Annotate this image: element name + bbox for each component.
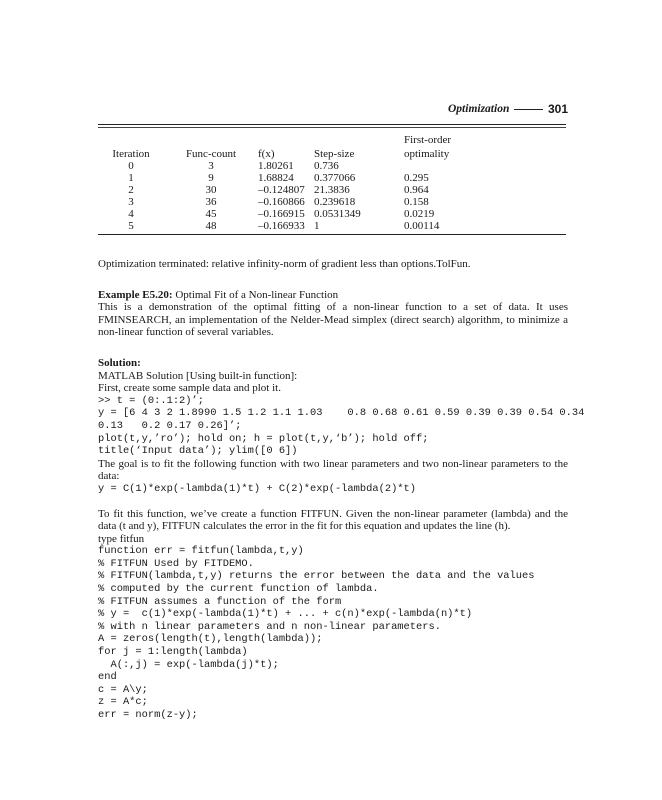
table-row xyxy=(98,196,566,208)
page-number: 301 xyxy=(547,102,568,116)
example-label: Example E5.20: xyxy=(98,288,173,301)
col-header-optimality: optimality xyxy=(404,148,450,160)
table-row xyxy=(98,220,566,232)
cell-iteration: 0 xyxy=(128,160,134,172)
running-header xyxy=(448,102,568,116)
table-row xyxy=(98,208,566,220)
type-fitfun-line: type fitfun xyxy=(98,532,145,545)
cell-optimality xyxy=(404,160,566,172)
cell-fx: 1.80261 xyxy=(258,160,294,172)
cell-iteration: 4 xyxy=(128,208,134,220)
code-block-data xyxy=(98,394,585,458)
code-line: for j = 1:length(lambda) xyxy=(98,646,248,659)
cell-step-size: 0.377066 xyxy=(314,172,356,184)
header-section-title: Optimization xyxy=(448,103,510,115)
code-line: title(‘Input data’); ylim([0 6]) xyxy=(98,445,298,458)
cell-iteration: 1 xyxy=(128,172,134,184)
cell-func-count: 30 xyxy=(205,184,217,196)
cell-fx: –0.166933 xyxy=(258,220,305,232)
cell-fx: –0.166915 xyxy=(258,208,305,220)
code-line: >> t = (0:.1:2)’; xyxy=(98,394,205,407)
cell-iteration: 3 xyxy=(128,196,134,208)
code-line: % computed by the current function of lambda. xyxy=(98,583,379,596)
code-line: y = [6 4 3 2 1.8990 1.5 1.2 1.1 1.03 0.8 0.68 0.61 0.59 0.39 0.39 0.54 0.34 xyxy=(98,407,585,420)
col-header-iteration: Iteration xyxy=(112,148,150,160)
col-header-func-count: Func-count xyxy=(185,148,237,160)
table-row xyxy=(98,172,566,184)
cell-step-size: 21.3836 xyxy=(314,184,350,196)
cell-func-count: 45 xyxy=(205,208,217,220)
code-line: % FITFUN assumes a function of the form xyxy=(98,595,342,608)
table-body xyxy=(98,160,566,232)
cell-fx: –0.124807 xyxy=(258,184,305,196)
page-body xyxy=(98,258,585,722)
code-line: 0.13 0.2 0.17 0.26]’; xyxy=(98,419,242,432)
cell-step-size: 0.736 xyxy=(314,160,339,172)
code-line: plot(t,y,’ro’); hold on; h = plot(t,y,‘b’); hold off; xyxy=(98,432,429,445)
solution-heading: Solution: xyxy=(98,356,141,369)
code-line: z = A*c; xyxy=(98,696,148,709)
cell-fx: –0.160866 xyxy=(258,196,305,208)
cell-step-size: 1 xyxy=(314,220,320,232)
cell-step-size: 0.0531349 xyxy=(314,208,361,220)
example-title: Optimal Fit of a Non-linear Function xyxy=(175,288,339,301)
goal-text: The goal is to fit the following function with two linear parameters and two non-linear parameters to the data: xyxy=(98,457,568,483)
code-line: A(:,j) = exp(-lambda(j)*t); xyxy=(98,658,279,671)
code-line: end xyxy=(98,671,117,684)
code-line: % FITFUN Used by FITDEMO. xyxy=(98,557,254,570)
header-rule xyxy=(514,109,543,110)
table-top-rule xyxy=(98,124,566,125)
example-heading xyxy=(98,289,568,302)
optimization-table xyxy=(98,124,566,235)
cell-optimality: 0.00114 xyxy=(404,220,440,232)
termination-message: Optimization terminated: relative infinity-norm of gradient less than options.TolFun. xyxy=(98,258,471,270)
col-header-fx: f(x) xyxy=(258,148,275,160)
code-line: A = zeros(length(t),length(lambda)); xyxy=(98,633,323,646)
code-line: c = A\y; xyxy=(98,683,148,696)
code-line: function err = fitfun(lambda,t,y) xyxy=(98,545,304,558)
cell-iteration: 5 xyxy=(128,220,134,232)
cell-func-count: 48 xyxy=(205,220,217,232)
equation: y = C(1)*exp(-lambda(1)*t) + C(2)*exp(-lambda(2)*t) xyxy=(98,482,417,495)
matlab-solution-line: MATLAB Solution [Using built-in function]: xyxy=(98,369,298,382)
table-row xyxy=(98,160,566,172)
fitfun-description: To fit this function, we’ve create a function FITFUN. Given the non-linear parameter (lambda) and the data (t and y), FITFUN calculates the error in the fit for this equation and updates the line (h). xyxy=(98,507,568,533)
code-block-fitfun xyxy=(98,545,568,721)
cell-iteration: 2 xyxy=(128,184,134,196)
code-line: % FITFUN(lambda,t,y) returns the error between the data and the values xyxy=(98,570,535,583)
cell-func-count: 9 xyxy=(208,172,214,184)
cell-fx: 1.68824 xyxy=(258,172,294,184)
cell-optimality: 0.158 xyxy=(404,196,429,208)
code-line: err = norm(z-y); xyxy=(98,709,198,721)
code-line: % with n linear parameters and n non-linear parameters. xyxy=(98,620,441,633)
col-header-step-size: Step-size xyxy=(314,148,355,160)
col-header-first-order: First-order xyxy=(404,134,452,146)
create-data-line: First, create some sample data and plot it. xyxy=(98,382,281,395)
cell-func-count: 36 xyxy=(205,196,217,208)
table-row xyxy=(98,184,566,196)
cell-optimality: 0.964 xyxy=(404,184,429,196)
example-description: This is a demonstration of the optimal fitting of a non-linear function to a set of data. It uses FMINSEARCH, an implementation of the Nelder-Mead simplex (direct search) algorithm, to minimize a non-linear function of several variables. xyxy=(98,301,568,339)
table-bottom-rule xyxy=(98,234,566,235)
cell-optimality: 0.0219 xyxy=(404,208,435,220)
cell-func-count: 3 xyxy=(208,160,214,172)
cell-step-size: 0.239618 xyxy=(314,196,356,208)
code-line: % y = c(1)*exp(-lambda(1)*t) + ... + c(n)*exp(-lambda(n)*t) xyxy=(98,608,473,621)
cell-optimality: 0.295 xyxy=(404,172,429,184)
